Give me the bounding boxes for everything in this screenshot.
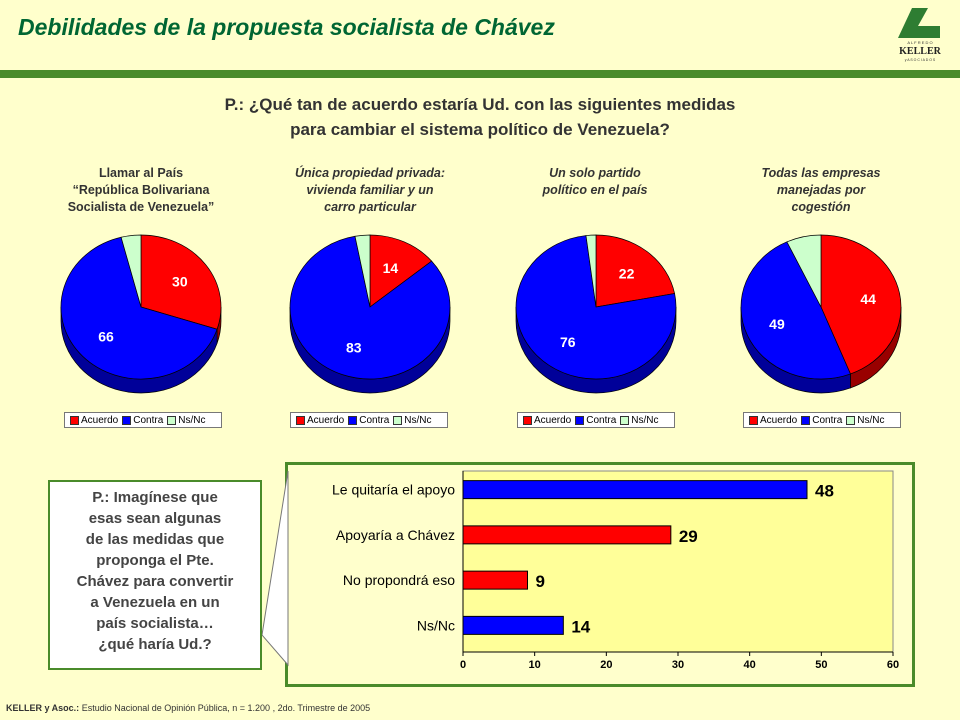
pie-data-label-acuerdo: 22 [618, 265, 635, 282]
legend-label-acuerdo: Acuerdo [307, 414, 345, 426]
legend-swatch-contra [801, 416, 810, 425]
legend-label-nsnc: Ns/Nc [631, 414, 659, 426]
legend-item-nsnc [844, 415, 884, 426]
legend-swatch-acuerdo [749, 416, 758, 425]
pie-chart-4 [706, 225, 936, 405]
legend-item-acuerdo [521, 415, 571, 426]
side-question-box [48, 480, 262, 670]
category-label: Ns/Nc [416, 617, 455, 634]
page-title: Debilidades de la propuesta socialista de Chávez [18, 14, 555, 40]
x-tick-label: 40 [743, 659, 756, 671]
bar-data-label: 29 [678, 526, 698, 546]
pie-3-title [500, 165, 690, 199]
legend-item-acuerdo [68, 415, 118, 426]
legend-swatch-contra [122, 416, 131, 425]
legend-label-contra: Contra [812, 414, 843, 426]
pie-1-legend [64, 412, 222, 428]
x-tick-label: 20 [600, 659, 613, 671]
pie-1-title-line: Socialista de Venezuela” [67, 200, 215, 214]
question-line-2: para cambiar el sistema político de Venezuela? [290, 120, 670, 139]
side-question-line: Chávez para convertir [76, 573, 234, 590]
side-question-line: ¿qué haría Ud.? [98, 636, 212, 653]
legend-item-contra [346, 415, 389, 426]
pie-3-legend [517, 412, 675, 428]
legend-label-contra: Contra [359, 414, 390, 426]
legend-label-contra: Contra [133, 414, 164, 426]
logo-name: KELLER [899, 46, 941, 57]
pie-data-label-contra: 66 [98, 328, 114, 345]
side-question-line: esas sean algunas [88, 510, 222, 527]
legend-label-contra: Contra [586, 414, 617, 426]
category-label: Le quitaría el apoyo [332, 481, 455, 498]
pie-2-title [275, 165, 465, 216]
legend-label-nsnc: Ns/Nc [178, 414, 206, 426]
category-label: Apoyaría a Chávez [335, 526, 455, 543]
pie-3-title-line: Un solo partido [549, 166, 641, 180]
x-tick-label: 10 [528, 659, 541, 671]
side-question-line: país socialista… [96, 615, 214, 632]
pie-1-title [46, 165, 236, 216]
pie-data-label-contra: 49 [769, 316, 785, 333]
pie-4-title-line: Todas las empresas [761, 166, 881, 180]
side-question-line: a Venezuela en un [90, 594, 220, 611]
pie-data-label-acuerdo: 14 [382, 259, 399, 276]
pie-4-title-line: cogestión [791, 200, 851, 214]
legend-item-contra [799, 415, 842, 426]
category-label: No propondrá eso [342, 572, 455, 589]
legend-swatch-acuerdo [523, 416, 532, 425]
pie-2-title-line: carro particular [324, 200, 416, 214]
x-tick-label: 50 [815, 659, 828, 671]
pie-2-legend [290, 412, 448, 428]
pie-data-label-contra: 76 [559, 333, 576, 350]
pie-1-title-line: “República Bolivariana [72, 183, 210, 197]
side-question-line: de las medidas que [85, 531, 225, 548]
pie-2-title-line: Única propiedad privada: [294, 166, 446, 180]
question-line-1: P.: ¿Qué tan de acuerdo estaría Ud. con las siguientes medidas [224, 95, 736, 114]
logo-small-bottom: y A S O C I A D O S [904, 58, 936, 62]
legend-item-nsnc [391, 415, 431, 426]
legend-item-nsnc [618, 415, 658, 426]
legend-label-nsnc: Ns/Nc [404, 414, 432, 426]
pie-4-title-line: manejadas por [776, 183, 866, 197]
bar-data-label: 14 [571, 617, 591, 637]
legend-item-contra [120, 415, 163, 426]
legend-swatch-acuerdo [296, 416, 305, 425]
legend-label-acuerdo: Acuerdo [534, 414, 572, 426]
legend-swatch-contra [348, 416, 357, 425]
pie-3-title-line: político en el país [542, 183, 648, 197]
keller-logo [888, 4, 952, 66]
legend-swatch-acuerdo [70, 416, 79, 425]
footer-bold: KELLER y Asoc.: [6, 703, 80, 713]
pie-data-label-acuerdo: 30 [172, 273, 188, 290]
legend-swatch-nsnc [846, 416, 855, 425]
pie-4-title [726, 165, 916, 216]
legend-label-acuerdo: Acuerdo [81, 414, 119, 426]
footer-source [6, 703, 370, 713]
legend-swatch-contra [575, 416, 584, 425]
pie-chart-3 [481, 225, 711, 405]
legend-swatch-nsnc [620, 416, 629, 425]
footer-text: Estudio Nacional de Opinión Pública, n = 1.200 , 2do. Trimestre de 2005 [79, 703, 371, 713]
x-tick-label: 30 [671, 659, 685, 671]
bar [463, 526, 671, 544]
pie-chart-2 [255, 225, 485, 405]
side-question-line: P.: Imagínese que [92, 489, 218, 506]
legend-item-contra [573, 415, 616, 426]
bar-data-label: 9 [535, 572, 545, 592]
legend-swatch-nsnc [167, 416, 176, 425]
main-question [100, 92, 860, 142]
x-tick-label: 60 [886, 659, 900, 671]
pie-2-title-line: vivienda familiar y un [306, 183, 434, 197]
bar [463, 481, 807, 499]
pie-data-label-acuerdo: 44 [860, 290, 876, 307]
legend-label-acuerdo: Acuerdo [760, 414, 798, 426]
legend-label-nsnc: Ns/Nc [857, 414, 885, 426]
pie-data-label-contra: 83 [345, 339, 362, 356]
bar [463, 616, 563, 634]
bar-data-label: 48 [815, 481, 834, 501]
bar [463, 571, 528, 589]
pie-chart-1 [26, 225, 256, 405]
legend-item-acuerdo [294, 415, 344, 426]
x-tick-label: 0 [459, 659, 467, 671]
header-divider [0, 70, 960, 78]
legend-item-nsnc [165, 415, 205, 426]
logo-small-top: A L F R E D O [907, 40, 933, 45]
pie-4-legend [743, 412, 901, 428]
legend-item-acuerdo [747, 415, 797, 426]
bar-chart [288, 465, 912, 684]
side-question-line: proponga el Pte. [96, 552, 214, 569]
pie-1-title-line: Llamar al País [98, 166, 184, 180]
legend-swatch-nsnc [393, 416, 402, 425]
